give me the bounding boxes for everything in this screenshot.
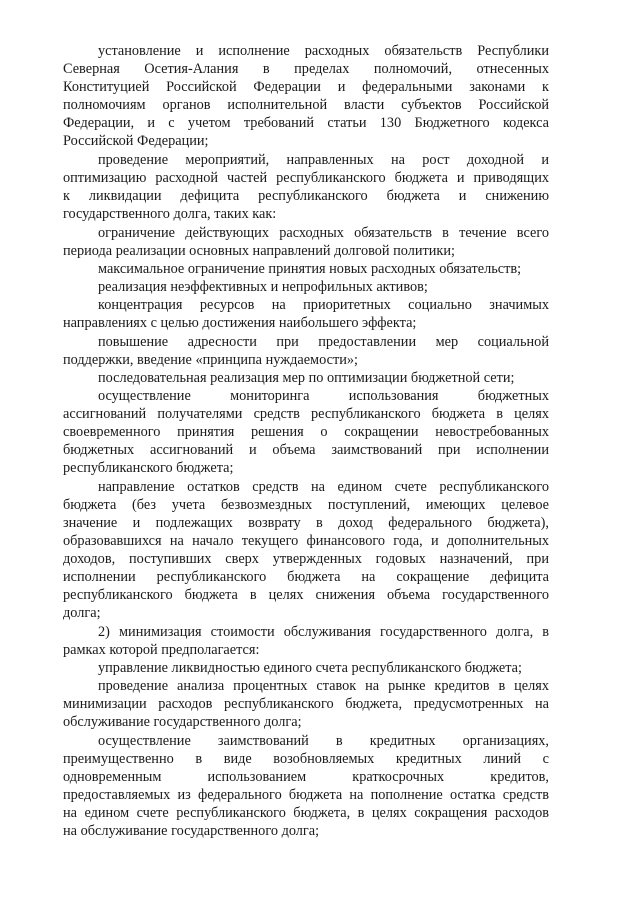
text-line: концентрация ресурсов на приоритетных социально значимых (98, 297, 549, 313)
text-line: доходов, поступивших сверх утвержденных годовых назначений, при (63, 551, 549, 567)
text-line: преимущественно в виде возобновляемых кредитных линий с (63, 751, 549, 767)
text-line: на едином счете республиканского бюджета, в целях сокращения расходов (63, 805, 549, 821)
text-line: управление ликвидностью единого счета республиканского бюджета; (98, 660, 522, 676)
text-line: максимальное ограничение принятия новых расходных обязательств; (98, 261, 522, 277)
text-line: своевременного принятия решения о сокращении невостребованных (63, 424, 549, 440)
text-line: обслуживание государственного долга; (63, 714, 302, 730)
text-line: Северная Осетия-Алания в пределах полномочий, отнесенных (63, 61, 549, 77)
text-line: значение и подлежащих возврату в доход федерального бюджета), (63, 515, 549, 531)
text-line: полномочиям органов исполнительной власти субъектов Российской (63, 97, 549, 113)
text-line: к ликвидации дефицита республиканского бюджета и снижению (63, 188, 549, 204)
text-line: Конституцией Российской Федерации и федеральными законами к (63, 79, 549, 95)
text-line: направлениях с целью достижения наибольшего эффекта; (63, 315, 417, 331)
text-line: республиканского бюджета в целях снижения объема государственного (63, 587, 549, 603)
text-line: государственного долга, таких как: (63, 206, 277, 222)
text-line: республиканского бюджета; (63, 460, 234, 476)
text-line: проведение анализа процентных ставок на рынке кредитов в целях (98, 678, 549, 694)
text-line: направление остатков средств на едином счете республиканского (98, 479, 549, 495)
text-line: поддержки, введение «принципа нуждаемости»; (63, 352, 358, 368)
text-line: реализация неэффективных и непрофильных активов; (98, 279, 428, 295)
text-line: оптимизацию расходной частей республиканского бюджета и приводящих (63, 170, 549, 186)
text-line: проведение мероприятий, направленных на рост доходной и (98, 152, 549, 168)
text-line: периода реализации основных направлений долговой политики; (63, 243, 455, 259)
text-line: предоставляемых из федерального бюджета на пополнение остатка средств (63, 787, 549, 803)
text-line: исполнении республиканского бюджета на сокращение дефицита (63, 569, 549, 585)
text-line: осуществление заимствований в кредитных организациях, (98, 733, 549, 749)
text-line: на обслуживание государственного долга; (63, 823, 320, 839)
text-line: минимизации расходов республиканского бюджета, предусмотренных на (63, 696, 549, 712)
text-line: бюджетных ассигнований и объема заимствований при исполнении (63, 442, 549, 458)
text-line: последовательная реализация мер по оптимизации бюджетной сети; (98, 370, 515, 386)
text-line: осуществление мониторинга использования бюджетных (98, 388, 549, 404)
text-line: бюджета (без учета безвозмездных поступлений, имеющих целевое (63, 497, 549, 513)
text-line: 2) минимизация стоимости обслуживания государственного долга, в (98, 624, 549, 640)
text-line: повышение адресности при предоставлении мер социальной (98, 334, 549, 350)
text-line: долга; (63, 605, 101, 621)
text-line: образовавшихся на начало текущего финансового года, и дополнительных (63, 533, 549, 549)
text-line: ограничение действующих расходных обязательств в течение всего (98, 225, 549, 241)
text-line: ассигнований получателями средств республиканского бюджета в целях (63, 406, 549, 422)
text-line: установление и исполнение расходных обязательств Республики (98, 43, 549, 59)
text-line: рамках которой предполагается: (63, 642, 260, 658)
text-line: Федерации, и с учетом требований статьи 130 Бюджетного кодекса (63, 115, 549, 131)
text-line: Российской Федерации; (63, 133, 209, 149)
text-line: одновременным использованием краткосрочных кредитов, (63, 769, 549, 785)
